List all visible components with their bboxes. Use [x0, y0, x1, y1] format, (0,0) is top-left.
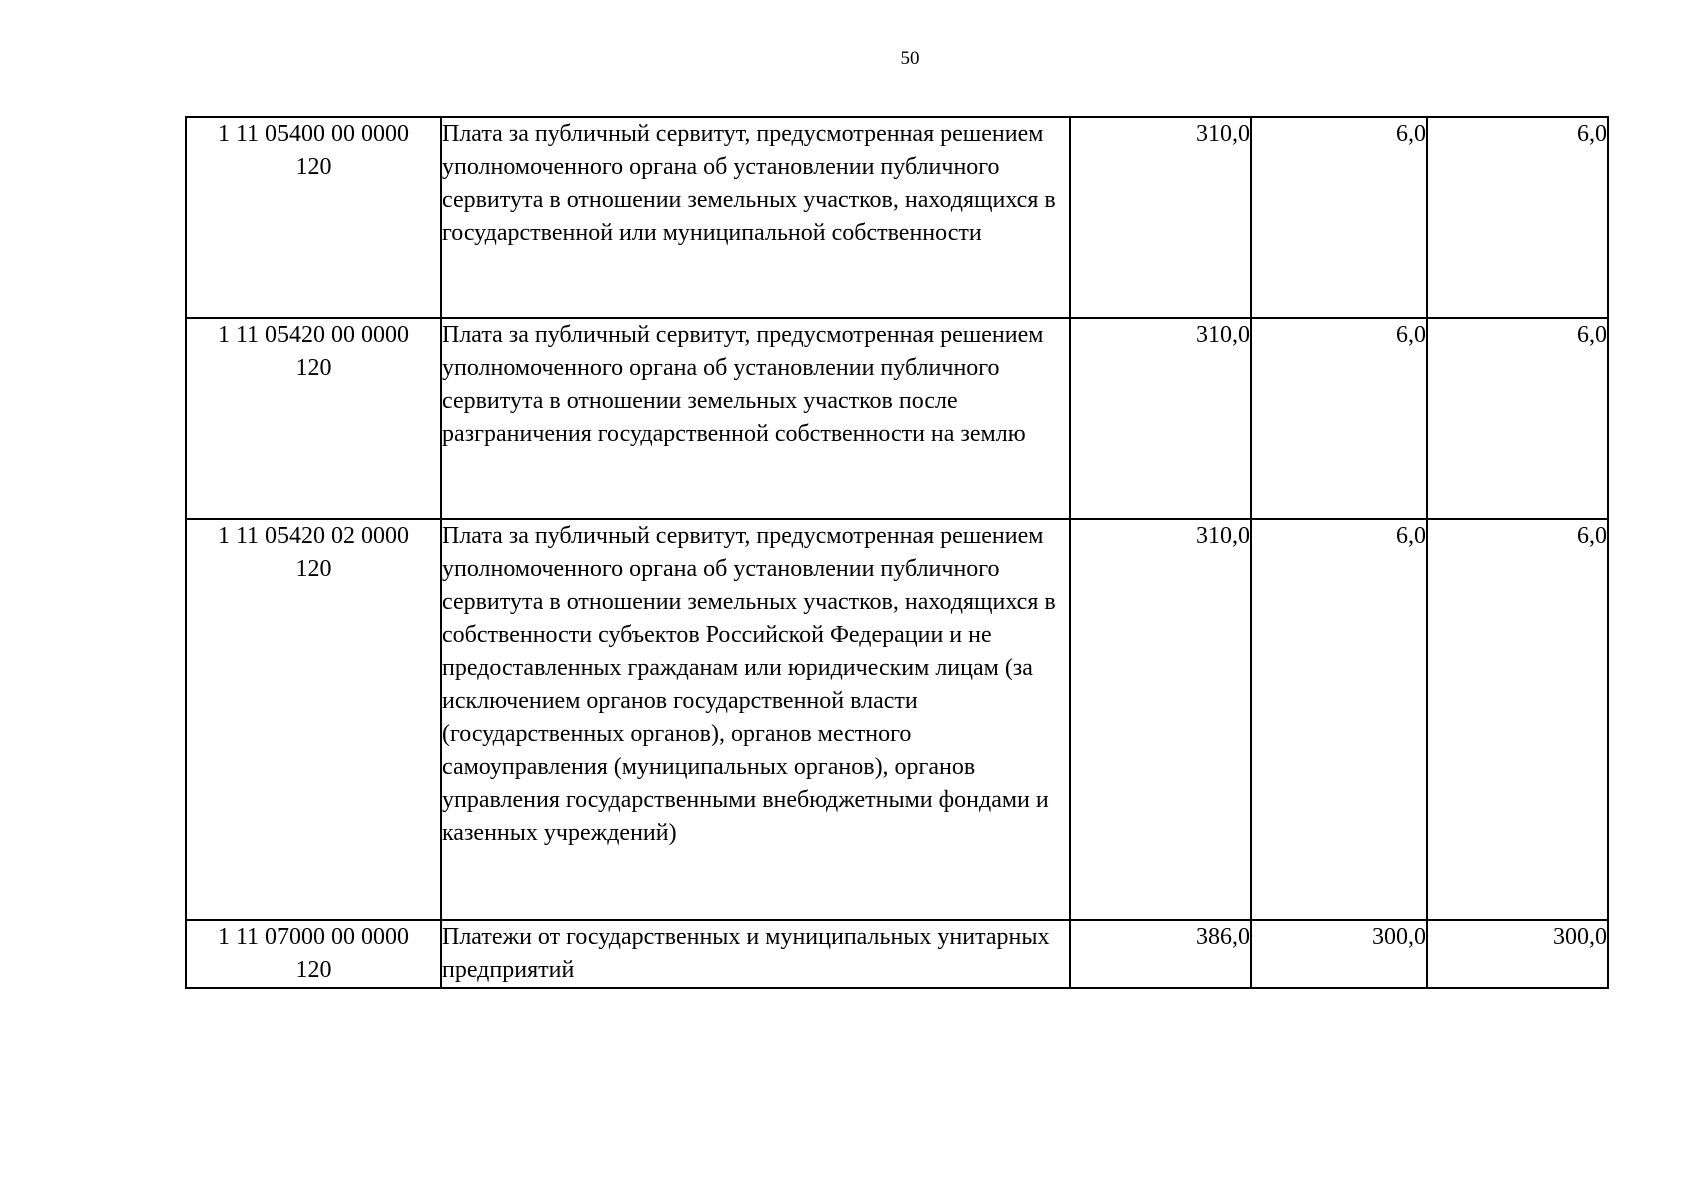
revenue-name-cell: Плата за публичный сервитут, предусмотренная решением уполномоченного органа об установлении публичного сервитута в отношении земельных участков, находящихся в государственной или муниципальной собственности: [441, 117, 1070, 318]
revenue-name-cell: Плата за публичный сервитут, предусмотренная решением уполномоченного органа об установлении публичного сервитута в отношении земельных участков, находящихся в собственности субъектов Российской Федерации и не предоставленных гражданам или юридическим лицам (за исключением органов государственной власти (государственных органов), органов местного самоуправления (муниципальных органов), органов управления государственными внебюджетными фондами и казенных учреждений): [441, 519, 1070, 920]
value-cell-3: 6,0: [1427, 318, 1608, 519]
value-cell-3: 6,0: [1427, 117, 1608, 318]
value-cell-3: 6,0: [1427, 519, 1608, 920]
revenue-code-line2: 120: [295, 957, 332, 983]
table-row: [186, 920, 1608, 988]
revenue-code-cell: [186, 117, 441, 318]
table-row: [186, 318, 1608, 519]
revenue-code-line2: 120: [295, 154, 332, 180]
value-cell-1: 386,0: [1070, 920, 1251, 988]
value-cell-2: 300,0: [1251, 920, 1427, 988]
revenue-code-line1: 1 11 05420 02 0000: [217, 523, 410, 549]
revenue-code-line2: 120: [295, 556, 332, 582]
revenue-name-cell: Платежи от государственных и муниципальных унитарных предприятий: [441, 920, 1070, 988]
revenue-code-cell: [186, 318, 441, 519]
revenue-name-cell: Плата за публичный сервитут, предусмотренная решением уполномоченного органа об установлении публичного сервитута в отношении земельных участков после разграничения государственной собственности на землю: [441, 318, 1070, 519]
value-cell-2: 6,0: [1251, 318, 1427, 519]
revenue-code-line1: 1 11 07000 00 0000: [217, 924, 410, 950]
revenue-code-line1: 1 11 05400 00 0000: [217, 121, 410, 147]
revenue-code-cell: [186, 920, 441, 988]
table-row: [186, 117, 1608, 318]
revenue-code-line1: 1 11 05420 00 0000: [217, 322, 410, 348]
value-cell-1: 310,0: [1070, 519, 1251, 920]
value-cell-2: 6,0: [1251, 519, 1427, 920]
value-cell-1: 310,0: [1070, 117, 1251, 318]
revenue-code-cell: [186, 519, 441, 920]
budget-revenue-table: [185, 116, 1609, 989]
table-row: [186, 519, 1608, 920]
value-cell-1: 310,0: [1070, 318, 1251, 519]
page-number: 50: [900, 48, 920, 69]
value-cell-2: 6,0: [1251, 117, 1427, 318]
revenue-code-line2: 120: [295, 355, 332, 381]
value-cell-3: 300,0: [1427, 920, 1608, 988]
